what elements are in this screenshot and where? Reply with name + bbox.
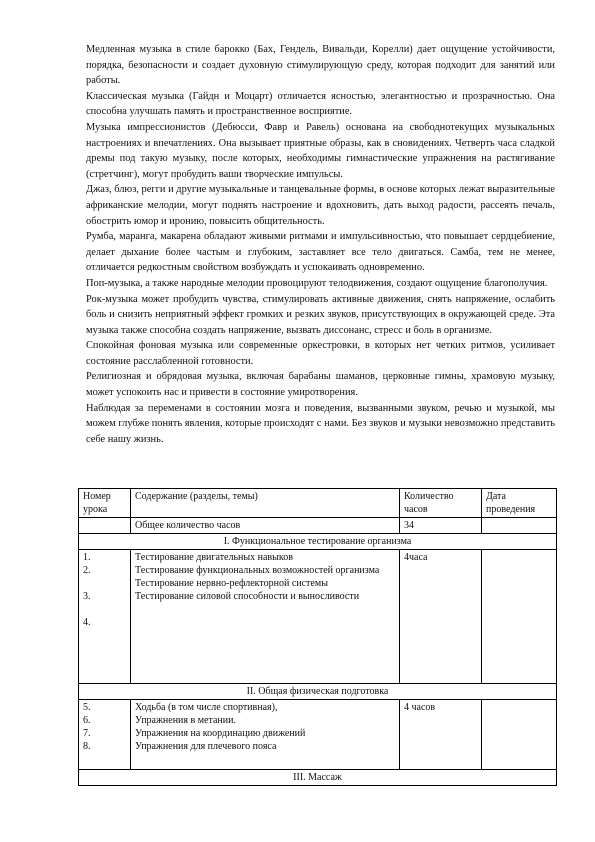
section1-hours: 4часа bbox=[400, 550, 482, 684]
topic-item: Тестирование силовой способности и выносливости bbox=[135, 591, 360, 602]
paragraph-rock: Рок-музыка может пробудить чувства, стимулировать активные движения, снять напряжение, ослабить боль и снизить неприятный эффект громких и резких звуков, присутствующих в окружающей среде. Эта музыка также способна создать напряжение, вызвать диссонанс, стресс и боль в организме. bbox=[86, 293, 555, 336]
lesson-plan-table bbox=[78, 488, 557, 786]
paragraph-pop: Поп-музыка, а также народные мелодии провоцируют телодвижения, создают ощущение благополучия. bbox=[86, 277, 548, 289]
section2-row bbox=[79, 700, 557, 770]
section2-title: II. Общая физическая подготовка bbox=[79, 684, 557, 700]
lesson-number: 5. bbox=[83, 702, 91, 713]
lesson-number: 3. bbox=[83, 591, 91, 602]
lesson-number: 4. bbox=[83, 617, 91, 628]
table-header-row bbox=[79, 489, 557, 518]
header-lesson-number: Номер урока bbox=[79, 489, 131, 518]
section3-title: III. Массаж bbox=[79, 770, 557, 786]
total-value: 34 bbox=[400, 518, 482, 534]
topic-item: Тестирование нервно-рефлекторной системы bbox=[135, 578, 328, 589]
header-content: Содержание (разделы, темы) bbox=[131, 489, 400, 518]
section1-row bbox=[79, 550, 557, 684]
section1-title: I. Функциональное тестирование организма bbox=[79, 534, 557, 550]
section2-items bbox=[131, 700, 400, 770]
paragraph-rumba: Румба, маранга, макарена обладают живыми ритмами и импульсивностью, что повышает сердцебиение, делает дыхание более частым и глубоким, заставляет все тело двигаться. Самба, тем не менее, отличается редкостным свойством возбуждать и успокаивать одновременно. bbox=[86, 231, 555, 274]
music-text-block bbox=[86, 42, 555, 447]
topic-item: Ходьба (в том числе спортивная), bbox=[135, 702, 278, 713]
lesson-number: 1. bbox=[83, 552, 91, 563]
lesson-number: 2. bbox=[83, 565, 91, 576]
topic-item: Тестирование функциональных возможностей организма bbox=[135, 565, 380, 576]
topic-item: Упражнения на координацию движений bbox=[135, 728, 306, 739]
paragraph-conclusion: Наблюдая за переменами в состоянии мозга и поведения, вызванными звуком, речью и музыкой, мы можем глубже понять явления, которые происходят с нами. Без звуков и музыки невозможно представить себе нашу жизнь. bbox=[86, 402, 555, 445]
lesson-number: 7. bbox=[83, 728, 91, 739]
section1-date bbox=[482, 550, 557, 684]
section1-items bbox=[131, 550, 400, 684]
header-hours: Количество часов bbox=[400, 489, 482, 518]
paragraph-background: Спокойная фоновая музыка или современные оркестровки, в которых нет четких ритмов, усиливает состояние расслабленной готовности. bbox=[86, 340, 555, 367]
topic-item: Тестирование двигательных навыков bbox=[135, 552, 293, 563]
section-title-row bbox=[79, 684, 557, 700]
lesson-number: 6. bbox=[83, 715, 91, 726]
paragraph-jazz: Джаз, блюз, регги и другие музыкальные и танцевальные формы, в основе которых лежат выразительные африканские мелодии, могут поднять настроение и вдохновить, дать выход радости, рассеять печаль, обострить юмор и иронию, повысить общительность. bbox=[86, 184, 555, 227]
section-title-row bbox=[79, 534, 557, 550]
lesson-number: 8. bbox=[83, 741, 91, 752]
total-hours-row bbox=[79, 518, 557, 534]
section2-hours: 4 часов bbox=[400, 700, 482, 770]
section2-date bbox=[482, 700, 557, 770]
total-date-cell bbox=[482, 518, 557, 534]
header-date: Дата проведения bbox=[482, 489, 557, 518]
total-empty-cell bbox=[79, 518, 131, 534]
section-title-row bbox=[79, 770, 557, 786]
paragraph-impressionism: Музыка импрессионистов (Дебюсси, Фавр и Равель) основана на свободнотекущих музыкальных настроениях и впечатлениях. Она вызывает приятные образы, как в сновидениях. Четверть часа сладкой дремы под такую музыку, после которых, необходимы гимнастические упражнения на растягивание (стретчинг), могут пробудить ваши творческие импульсы. bbox=[86, 121, 555, 180]
total-label: Общее количество часов bbox=[131, 518, 400, 534]
section2-numbers bbox=[79, 700, 131, 770]
paragraph-religious: Религиозная и обрядовая музыка, включая барабаны шаманов, церковные гимны, храмовую музыку, может успокоить нас и привести в состояние умиротворения. bbox=[86, 371, 555, 399]
paragraph-classical: Классическая музыка (Гайдн и Моцарт) отличается ясностью, элегантностью и прозрачностью. Она способна улучшать память и пространственное восприятие. bbox=[86, 90, 555, 118]
topic-item: Упражнения для плечевого пояса bbox=[135, 741, 277, 752]
paragraph-baroque: Медленная музыка в стиле барокко (Бах, Гендель, Вивальди, Корелли) дает ощущение устойчивости, порядка, безопасности и создает духовную стимулирующую среду, которая подходит для занятий или работы. bbox=[86, 44, 555, 87]
section1-numbers bbox=[79, 550, 131, 684]
topic-item: Упражнения в метании. bbox=[135, 715, 236, 726]
